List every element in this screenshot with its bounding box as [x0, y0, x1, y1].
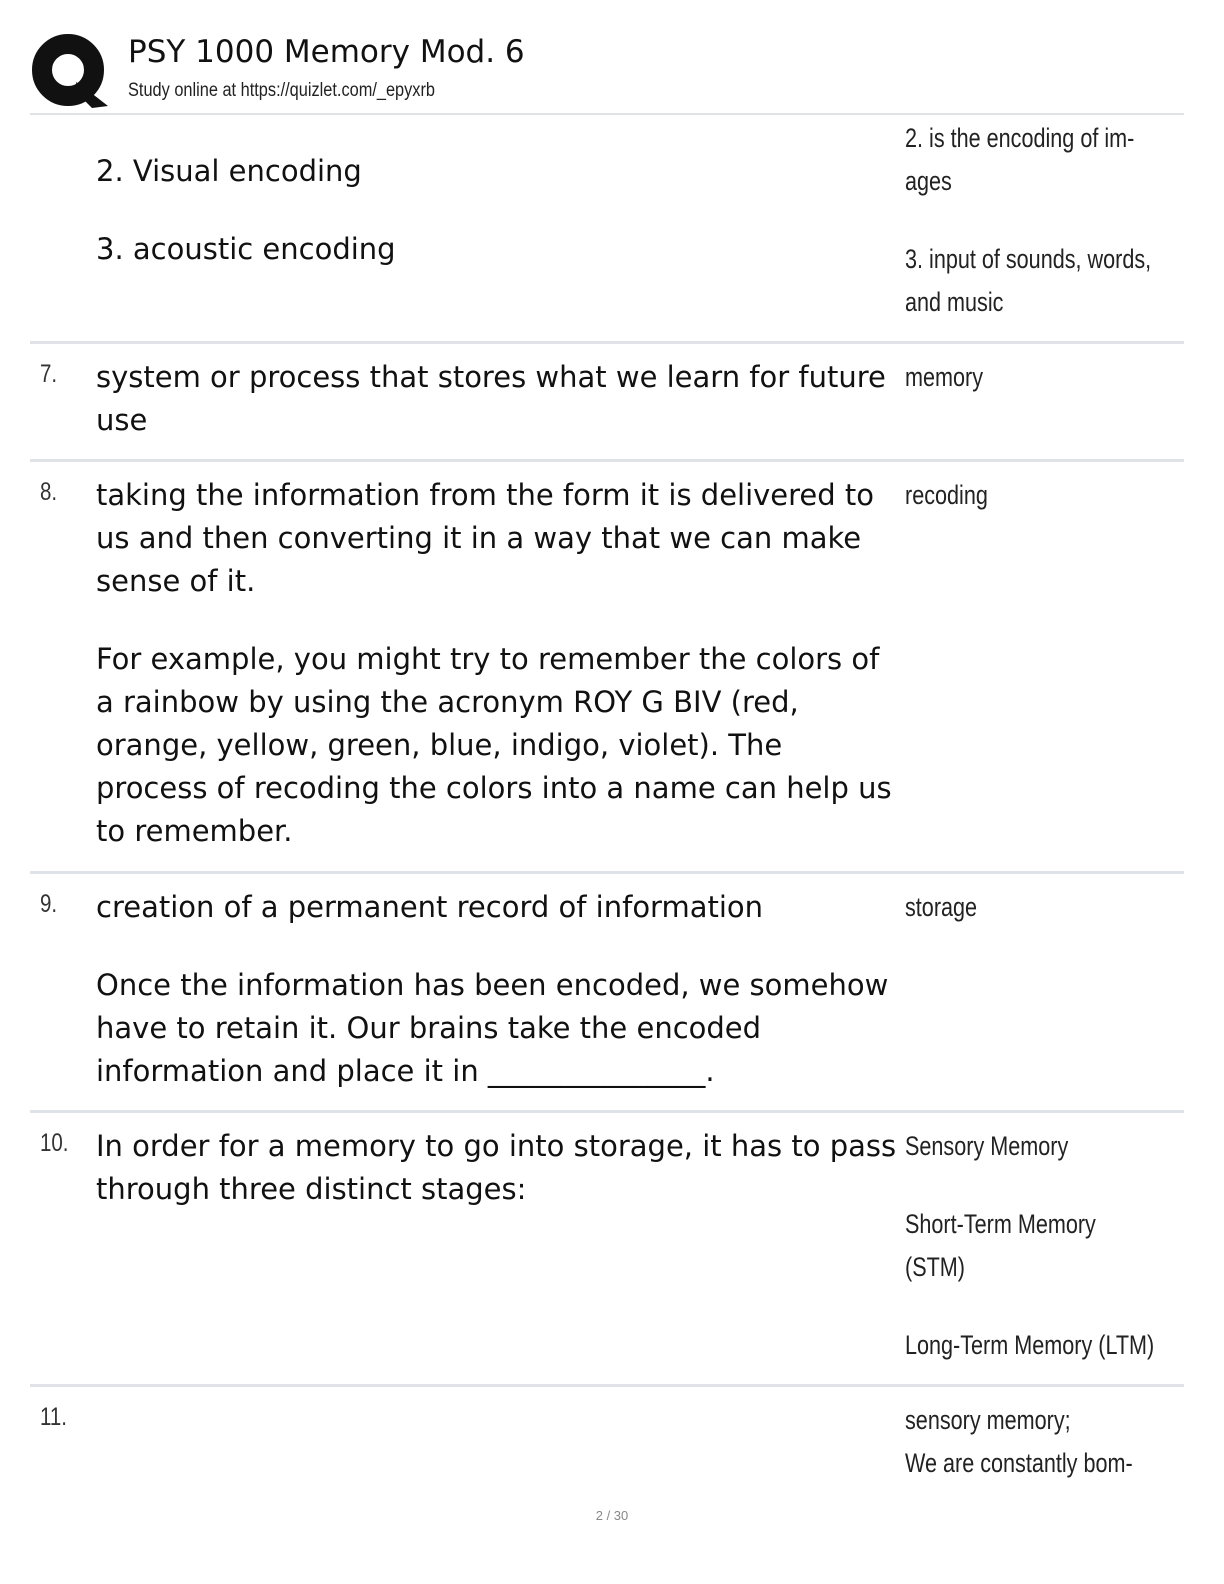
quizlet-logo-icon — [30, 32, 108, 108]
definition-line: 3. input of sounds, words, and music — [905, 244, 1152, 317]
flashcard-11 — [30, 1387, 1184, 1497]
card-definition — [905, 1399, 1205, 1485]
definition-line: recoding — [905, 480, 988, 510]
card-number: 8. — [40, 478, 58, 506]
definition-line: 2. is the encoding of im- ages — [905, 123, 1135, 196]
card-definition — [905, 886, 1205, 929]
card-number: 10. — [40, 1129, 69, 1157]
term-line: For example, you might try to remember the colors of a rainbow by using the acronym ROY G BIV (red, orange, yellow, green, blue, indigo, violet). The process of recoding the colors into a name can help us to remember. — [96, 642, 892, 848]
card-number: 9. — [40, 890, 58, 918]
flashcard-7 — [30, 344, 1184, 459]
card-definition — [905, 356, 1205, 399]
definition-line: memory — [905, 362, 984, 392]
study-online-link[interactable]: Study online at https://quizlet.com/_epyxrb — [128, 80, 436, 101]
card-term — [96, 474, 901, 853]
term-line: 3. acoustic encoding — [96, 232, 396, 266]
definition-line: storage — [905, 892, 978, 922]
card-definition — [905, 1125, 1205, 1367]
flashcard-continued — [30, 115, 1184, 341]
card-number: 11. — [40, 1403, 67, 1431]
page-header — [30, 28, 1190, 114]
definition-line: sensory memory; We are constantly bom- — [905, 1405, 1133, 1478]
term-line: system or process that stores what we learn for future use — [96, 360, 886, 437]
term-line: creation of a permanent record of information — [96, 890, 764, 924]
card-term — [96, 150, 901, 271]
card-definition — [905, 474, 1205, 517]
page-indicator: 2 / 30 — [595, 1508, 629, 1523]
term-line: In order for a memory to go into storage, it has to pass through three distinct stages: — [96, 1129, 897, 1206]
term-line: 2. Visual encoding — [96, 154, 362, 188]
card-definition — [905, 117, 1205, 324]
term-line: taking the information from the form it is delivered to us and then converting it in a way that we can make sense of it. — [96, 478, 875, 598]
definition-line: Short-Term Memory (STM) — [905, 1209, 1096, 1282]
card-term — [96, 886, 901, 1093]
definition-line: Long-Term Memory (LTM) — [905, 1330, 1155, 1360]
definition-line: Sensory Memory — [905, 1131, 1069, 1161]
term-line: Once the information has been encoded, we somehow have to retain it. Our brains take the encoded information and place it in _______________. — [96, 968, 889, 1088]
flashcard-10 — [30, 1113, 1184, 1384]
card-number: 7. — [40, 360, 58, 388]
flashcard-9 — [30, 874, 1184, 1110]
card-term — [96, 356, 901, 442]
flashcard-8 — [30, 462, 1184, 871]
document-title: PSY 1000 Memory Mod. 6 — [128, 34, 525, 70]
card-term — [96, 1125, 901, 1211]
